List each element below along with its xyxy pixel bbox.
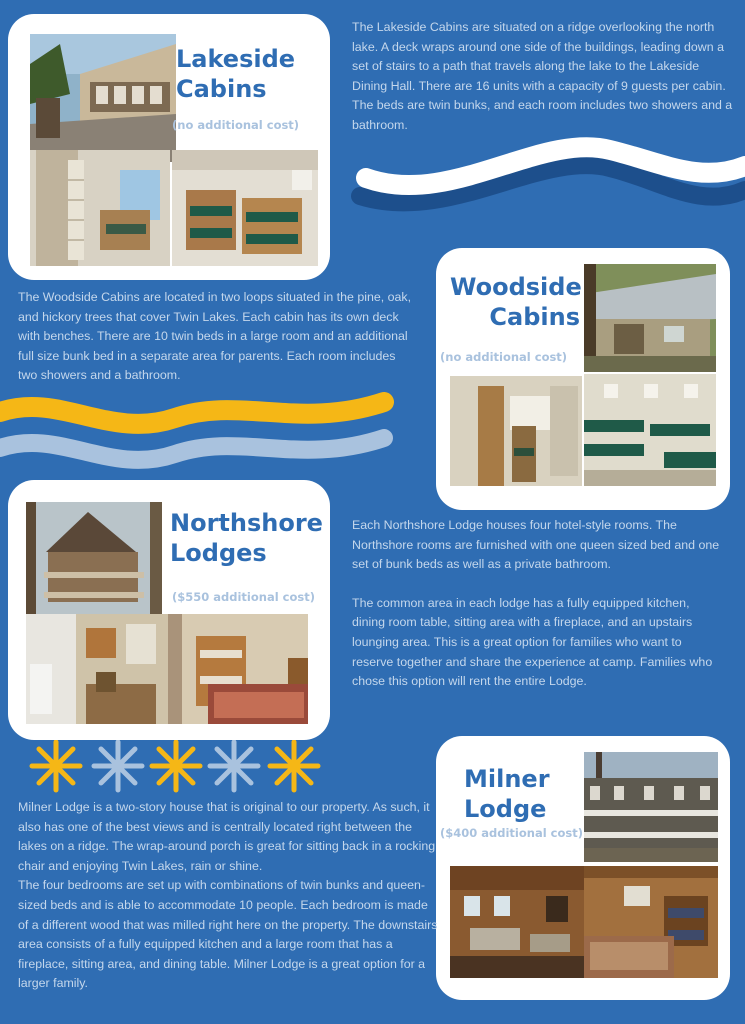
woodside-exterior-photo: [584, 264, 716, 372]
star-icon: [32, 742, 80, 790]
northshore-cost: ($550 additional cost): [172, 590, 315, 604]
star-icon: [270, 742, 318, 790]
northshore-description: [352, 516, 724, 692]
woodside-room-photo-1: [450, 376, 582, 486]
woodside-card: [436, 248, 730, 510]
northshore-title: Northshore Lodges: [170, 509, 323, 567]
woodside-room-photo-2: [584, 374, 716, 486]
northshore-card: [8, 480, 330, 740]
milner-exterior-photo: [584, 752, 718, 862]
lakeside-card: [8, 14, 330, 280]
milner-bedroom-photo: [584, 866, 718, 978]
star-icon: [94, 742, 142, 790]
northshore-description-p2: The common area in each lodge has a fully equipped kitchen, dining room table, sitting area with a fireplace, and an upstairs lounging area. This is a great option for families who want to reserve together and share the experience at camp. Families who chose this option will rent the entire Lodge.: [352, 595, 713, 689]
northshore-kitchen-photo: [26, 614, 168, 724]
wave-yellow-left: [0, 402, 384, 424]
northshore-bedroom-photo: [168, 614, 308, 724]
woodside-description: The Woodside Cabins are located in two loops situated in the pine, oak, and hickory trees that cover Twin Lakes. Each cabin has its own deck with benches. There are 10 twin beds in a large room and an additional full size bunk bed in a separate area for parents. Each room includes two showers and a bathroom.: [18, 290, 412, 383]
milner-description-p1: Milner Lodge is a two-story house that is original to our property. As such, it also has one of the best views and is centrally located right between the lakes on a ridge. The wrap-around porch is great for sitting back in a rocking chair and enjoying Twin Lakes, rain or shine.: [18, 800, 436, 873]
northshore-exterior-photo: [26, 502, 162, 614]
woodside-title: Woodside Cabins: [450, 273, 582, 331]
lakeside-room-photo-1: [30, 150, 170, 266]
lakeside-exterior-photo: [30, 34, 176, 162]
wave-light-left: [0, 438, 384, 460]
milner-card: [436, 736, 730, 1000]
milner-cost: ($400 additional cost): [440, 826, 583, 840]
star-icon: [210, 742, 258, 790]
milner-description: [18, 798, 438, 994]
star-icon: [152, 742, 200, 790]
northshore-description-p1: Each Northshore Lodge houses four hotel-style rooms. The Northshore rooms are furnished with one queen sized bed and one set of bunk beds as well as a private bathroom.: [352, 518, 720, 572]
woodside-cost: (no additional cost): [440, 350, 568, 364]
milner-description-p2: The four bedrooms are set up with combinations of twin bunks and queen-sized beds and is able to accommodate 10 people. Each bedroom is made of a different wood that was milled right here on the property. The downstairs area consists of a fully equipped kitchen and a large room that has a fireplace, sitting area, and dining table. Milner Lodge is a great option for a larger family.: [18, 878, 438, 991]
milner-living-photo: [450, 866, 584, 978]
milner-title: Milner Lodge: [464, 765, 550, 823]
lakeside-cost: (no additional cost): [172, 118, 300, 132]
lakeside-description: The Lakeside Cabins are situated on a ridge overlooking the north lake. A deck wraps around one side of the buildings, leading down a set of stairs to a path that travels along the lake to the Lakeside Dining Hall. There are 16 units with a capacity of 9 guests per cabin. The beds are twin bunks, and each room includes two showers and a bathroom.: [352, 20, 733, 132]
lakeside-room-photo-2: [172, 150, 318, 266]
lakeside-title: Lakeside Cabins: [176, 45, 296, 103]
